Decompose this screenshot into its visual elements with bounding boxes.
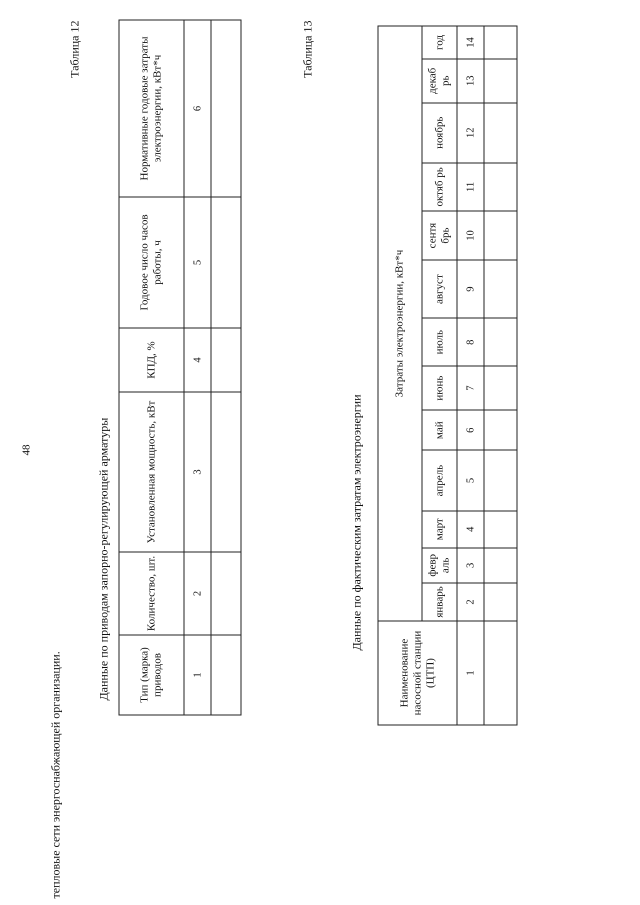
- t13-month-nov: ноябрь: [422, 102, 457, 162]
- t13-num-5: 5: [457, 450, 484, 510]
- t13-month-mar: март: [422, 510, 457, 547]
- table12: [118, 19, 241, 715]
- table13-header-row1: [378, 26, 422, 725]
- t13-num-7: 7: [457, 366, 484, 410]
- t13-num-3: 3: [457, 547, 484, 582]
- t12-num-2: 2: [184, 552, 211, 635]
- t13-month-sep: сентя брь: [422, 210, 457, 259]
- t13-num-12: 12: [457, 102, 484, 162]
- table12-number-row: [184, 20, 211, 715]
- t13-num-8: 8: [457, 318, 484, 366]
- t13-month-aug: август: [422, 260, 457, 318]
- t12-num-6: 6: [184, 20, 211, 197]
- table13-number-row: [457, 26, 484, 725]
- table12-empty-row: [211, 20, 241, 715]
- page-number: 48: [20, 444, 32, 455]
- table13-header-row2: [422, 26, 457, 725]
- t13-num-11: 11: [457, 162, 484, 210]
- t12-num-5: 5: [184, 197, 211, 328]
- t13-num-9: 9: [457, 260, 484, 318]
- table12-header-row: [119, 20, 184, 715]
- t12-num-1: 1: [184, 635, 211, 715]
- t13-num-14: 14: [457, 26, 484, 59]
- table13-caption: Таблица 13: [300, 20, 314, 78]
- t12-header-power: Установленная мощность, кВт: [119, 392, 184, 552]
- table13-empty-row: [484, 26, 517, 725]
- t12-header-efficiency: КПД, %: [119, 328, 184, 392]
- table13-title: Данные по фактическим затратам электроэнергии: [349, 393, 363, 650]
- t13-month-jan: январь: [422, 582, 457, 620]
- t12-header-norm-energy: Нормативные годовые затраты электроэнергии, кВт*ч: [119, 20, 184, 197]
- t13-header-energy-costs: Затраты электроэнергии, кВт*ч: [378, 26, 422, 621]
- t13-num-10: 10: [457, 210, 484, 259]
- t13-month-jul: июль: [422, 318, 457, 366]
- t13-month-dec: декаб рь: [422, 58, 457, 102]
- table12-caption: Таблица 12: [67, 20, 81, 78]
- t12-num-3: 3: [184, 392, 211, 552]
- table12-title: Данные по приводам запорно-регулирующей арматуры: [96, 417, 110, 700]
- t13-year: год: [422, 26, 457, 59]
- t13-month-apr: апрель: [422, 450, 457, 510]
- t13-month-oct: октяб рь: [422, 162, 457, 210]
- t13-num-4: 4: [457, 510, 484, 547]
- t12-header-count: Количество, шт.: [119, 552, 184, 635]
- t13-month-jun: июнь: [422, 366, 457, 410]
- t13-month-may: май: [422, 410, 457, 450]
- intro-line: тепловые сети энергоснабжающей организации.: [48, 650, 62, 898]
- t13-num-1: 1: [457, 621, 484, 725]
- t13-num-13: 13: [457, 58, 484, 102]
- t13-num-2: 2: [457, 582, 484, 620]
- t12-header-hours: Годовое число часов работы, ч: [119, 197, 184, 328]
- t13-num-6: 6: [457, 410, 484, 450]
- table13: [377, 25, 517, 725]
- t12-header-type: Тип (марка) приводов: [119, 635, 184, 715]
- t12-num-4: 4: [184, 328, 211, 392]
- t13-month-feb: февр аль: [422, 547, 457, 582]
- t13-header-station: Наименование насосной станции (ЦТП): [378, 621, 457, 725]
